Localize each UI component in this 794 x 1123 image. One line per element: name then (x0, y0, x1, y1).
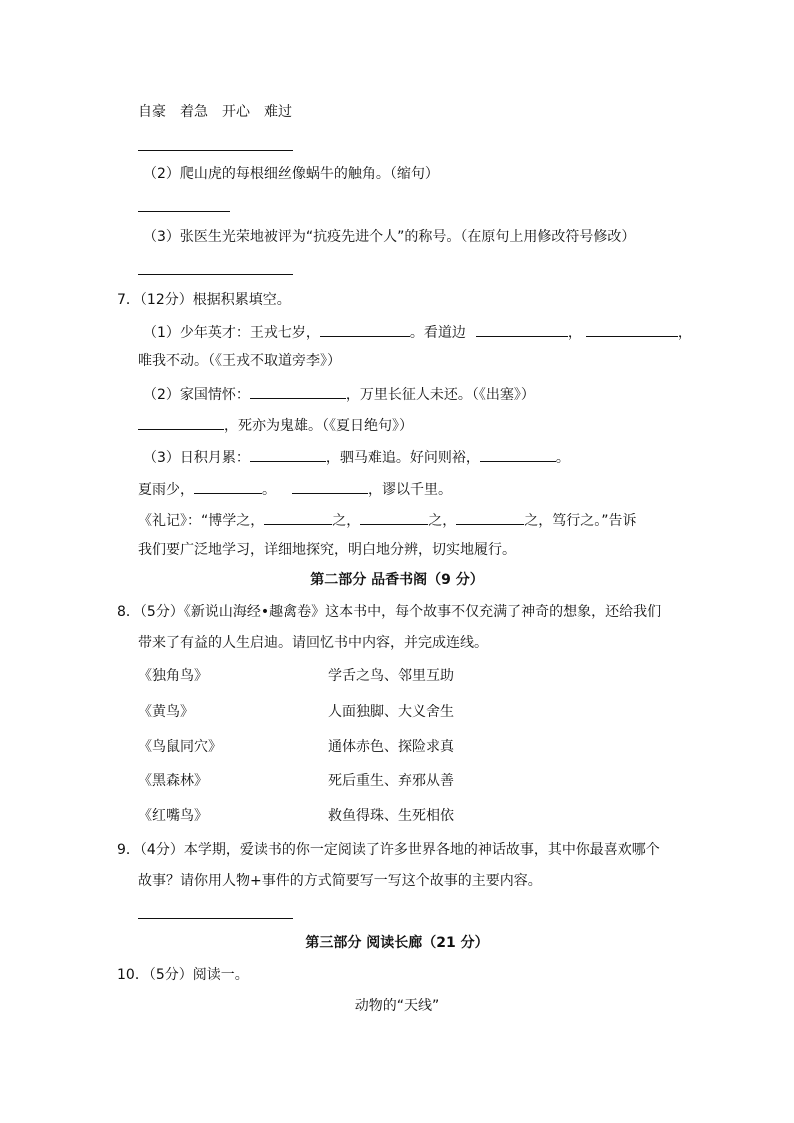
q7-s3-period: 。 (262, 482, 276, 498)
q8-right-item[interactable]: 救鱼得珠、生死相依 (328, 808, 454, 824)
fill-blank[interactable] (476, 322, 568, 337)
fill-blank[interactable] (456, 510, 524, 525)
q7-s2-prefix: （2）家国情怀： (143, 387, 250, 403)
q7-line3 (143, 384, 535, 404)
q10-stem: 10．（5分）阅读一。 (117, 967, 249, 983)
q8-stem-line2: 带来了有益的人生启迪。请回忆书中内容，并完成连线。 (138, 635, 488, 651)
fill-blank[interactable] (264, 510, 332, 525)
word-choices: 自豪 着急 开心 难过 (138, 104, 292, 120)
fill-blank[interactable] (586, 322, 678, 337)
q8-left-item[interactable]: 《黑森林》 (138, 773, 208, 789)
q7-s1-comma2: ， (677, 325, 692, 341)
passage-title: 动物的“天线” (354, 998, 440, 1014)
fill-blank[interactable] (250, 447, 326, 462)
q8-left-item[interactable]: 《鸟鼠同穴》 (138, 739, 222, 755)
answer-line[interactable] (138, 274, 293, 275)
q8-right-item[interactable]: 学舌之鸟、邻里互助 (328, 668, 454, 684)
q9-stem-line2: 故事？请你用人物+事件的方式简要写一写这个故事的主要内容。 (138, 873, 542, 889)
q7-s2-suffix: ，万里长征人未还。（《出塞》） (345, 387, 535, 403)
q7-s1-prefix: （1）少年英才：王戎七岁， (143, 325, 320, 341)
q7-line8: 我们要广泛地学习，详细地探究，明白地分辨，切实地履行。 (138, 542, 516, 558)
answer-line[interactable] (138, 150, 293, 151)
q7-s3-zhi2: 之， (428, 513, 457, 529)
q7-stem: 7．（12分）根据积累填空。 (117, 292, 291, 308)
q8-left-item[interactable]: 《黄鸟》 (138, 704, 194, 720)
q8-right-item[interactable]: 通体赤色、探险求真 (328, 739, 454, 755)
q8-right-item[interactable]: 死后重生、弃邪从善 (328, 773, 454, 789)
fill-blank[interactable] (320, 322, 410, 337)
q7-s3-mid: ，驷马难追。好问则裕， (325, 450, 480, 466)
q8-left-item[interactable]: 《红嘴鸟》 (138, 808, 208, 824)
q7-s3-liji: 《礼记》：“博学之， (138, 513, 265, 529)
q7-s3-summer: 夏雨少， (138, 482, 194, 498)
q7-s3-zhi3: 之，笃行之。”告诉 (524, 513, 637, 529)
q9-stem-line1: 9．（4分）本学期，爱读书的你一定阅读了许多世界各地的神话故事，其中你最喜欢哪个 (117, 842, 660, 858)
q7-s3-thousand: ，谬以千里。 (368, 482, 452, 498)
q7-line2: 唯我不动。（《王戎不取道旁李》） (138, 353, 341, 369)
q8-stem-line1: 8．（5分）《新说山海经•趣禽卷》这本书中，每个故事不仅充满了神奇的想象，还给我们 (117, 604, 662, 620)
q8-left-item[interactable]: 《独角鸟》 (138, 668, 208, 684)
q7-line4 (138, 415, 413, 435)
q7-line1 (143, 322, 692, 342)
fill-blank[interactable] (138, 415, 224, 430)
answer-line[interactable] (138, 211, 230, 212)
q7-s3-prefix: （3）日积月累： (143, 450, 250, 466)
answer-line[interactable] (138, 918, 293, 919)
part3-title: 第三部分 阅读长廊（21 分） (305, 935, 489, 951)
fill-blank[interactable] (250, 384, 346, 399)
q7-line7 (138, 510, 637, 530)
fill-blank[interactable] (194, 479, 262, 494)
q7-line6 (138, 479, 452, 499)
q6-sub2: （2）爬山虎的每根细丝像蜗牛的触角。（缩句） (143, 166, 439, 182)
q8-right-item[interactable]: 人面独脚、大义舍生 (328, 704, 454, 720)
part2-title: 第二部分 品香书阁（9 分） (310, 572, 484, 588)
q6-sub3: （3）张医生光荣地被评为“抗疫先进个人”的称号。（在原句上用修改符号修改） (143, 229, 636, 245)
q7-s3-zhi1: 之， (332, 513, 361, 529)
fill-blank[interactable] (360, 510, 428, 525)
fill-blank[interactable] (480, 447, 556, 462)
q7-line5 (143, 447, 570, 467)
q7-s1-mid: 。看道边 (409, 325, 466, 341)
q7-s2-suffix2: ，死亦为鬼雄。（《夏日绝句》） (224, 418, 413, 434)
fill-blank[interactable] (292, 479, 368, 494)
q7-s3-end: 。 (555, 450, 570, 466)
q7-s1-comma: ， (567, 325, 582, 341)
